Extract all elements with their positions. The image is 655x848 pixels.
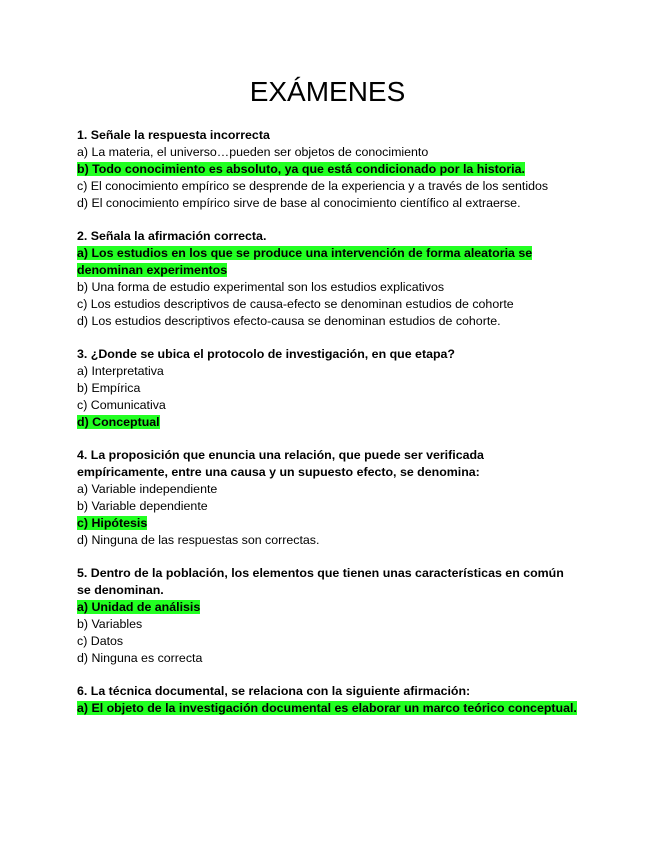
answer-option-a-correct	[77, 599, 577, 616]
highlighted-answer: a) El objeto de la investigación documental es elaborar un marco teórico conceptual.	[77, 701, 577, 715]
question-text: 2. Señala la afirmación correcta.	[77, 229, 267, 243]
option-text: b) Variables	[77, 617, 143, 631]
answer-option-d	[77, 195, 577, 212]
answer-option-c	[77, 633, 577, 650]
answer-option-a	[77, 144, 577, 161]
answer-option-b	[77, 498, 577, 515]
question-1	[77, 127, 577, 212]
question-6	[77, 683, 577, 717]
answer-option-c	[77, 397, 577, 414]
questions-list	[77, 127, 577, 733]
answer-option-d-correct	[77, 414, 577, 431]
option-text: c) Datos	[77, 634, 124, 648]
answer-option-d	[77, 650, 577, 667]
answer-option-c	[77, 178, 577, 195]
option-text: d) Ninguna es correcta	[77, 651, 203, 665]
option-text: c) Comunicativa	[77, 398, 166, 412]
question-text: 1. Señale la respuesta incorrecta	[77, 128, 270, 142]
answer-option-d	[77, 313, 577, 330]
answer-option-a-correct	[77, 245, 577, 279]
answer-option-b-correct	[77, 161, 577, 178]
answer-option-c	[77, 296, 577, 313]
answer-option-b	[77, 616, 577, 633]
question-3	[77, 346, 577, 431]
question-text: 3. ¿Donde se ubica el protocolo de investigación, en que etapa?	[77, 347, 455, 361]
option-text: b) Una forma de estudio experimental son los estudios explicativos	[77, 280, 445, 294]
question-4	[77, 447, 577, 549]
answer-option-a-correct	[77, 700, 577, 717]
answer-option-a	[77, 481, 577, 498]
question-2	[77, 228, 577, 330]
question-text: 4. La proposición que enuncia una relación, que puede ser verificada empíricamente, entre una causa y un supuesto efecto, se denomina:	[77, 448, 484, 479]
highlighted-answer: d) Conceptual	[77, 415, 160, 429]
answer-option-a	[77, 363, 577, 380]
highlighted-answer: a) Unidad de análisis	[77, 600, 201, 614]
option-text: b) Empírica	[77, 381, 141, 395]
highlighted-answer: c) Hipótesis	[77, 516, 148, 530]
option-text: c) Los estudios descriptivos de causa-efecto se denominan estudios de cohorte	[77, 297, 514, 311]
highlighted-answer: a) Los estudios en los que se produce una intervención de forma aleatoria se denominan experimentos	[77, 246, 533, 277]
answer-option-b	[77, 279, 577, 296]
option-text: b) Variable dependiente	[77, 499, 208, 513]
option-text: a) Variable independiente	[77, 482, 218, 496]
page-title: EXÁMENES	[249, 76, 406, 107]
question-5	[77, 565, 577, 667]
answer-option-c-correct	[77, 515, 577, 532]
answer-option-b	[77, 380, 577, 397]
answer-option-d	[77, 532, 577, 549]
question-text: 5. Dentro de la población, los elementos que tienen unas características en común se denominan.	[77, 566, 564, 597]
option-text: c) El conocimiento empírico se desprende de la experiencia y a través de los sentidos	[77, 179, 549, 193]
option-text: a) Interpretativa	[77, 364, 164, 378]
option-text: d) El conocimiento empírico sirve de base al conocimiento científico al extraerse.	[77, 196, 521, 210]
highlighted-answer: b) Todo conocimiento es absoluto, ya que está condicionado por la historia.	[77, 162, 525, 176]
option-text: d) Los estudios descriptivos efecto-causa se denominan estudios de cohorte.	[77, 314, 501, 328]
option-text: d) Ninguna de las respuestas son correctas.	[77, 533, 320, 547]
question-text: 6. La técnica documental, se relaciona con la siguiente afirmación:	[77, 684, 471, 698]
option-text: a) La materia, el universo…pueden ser objetos de conocimiento	[77, 145, 429, 159]
